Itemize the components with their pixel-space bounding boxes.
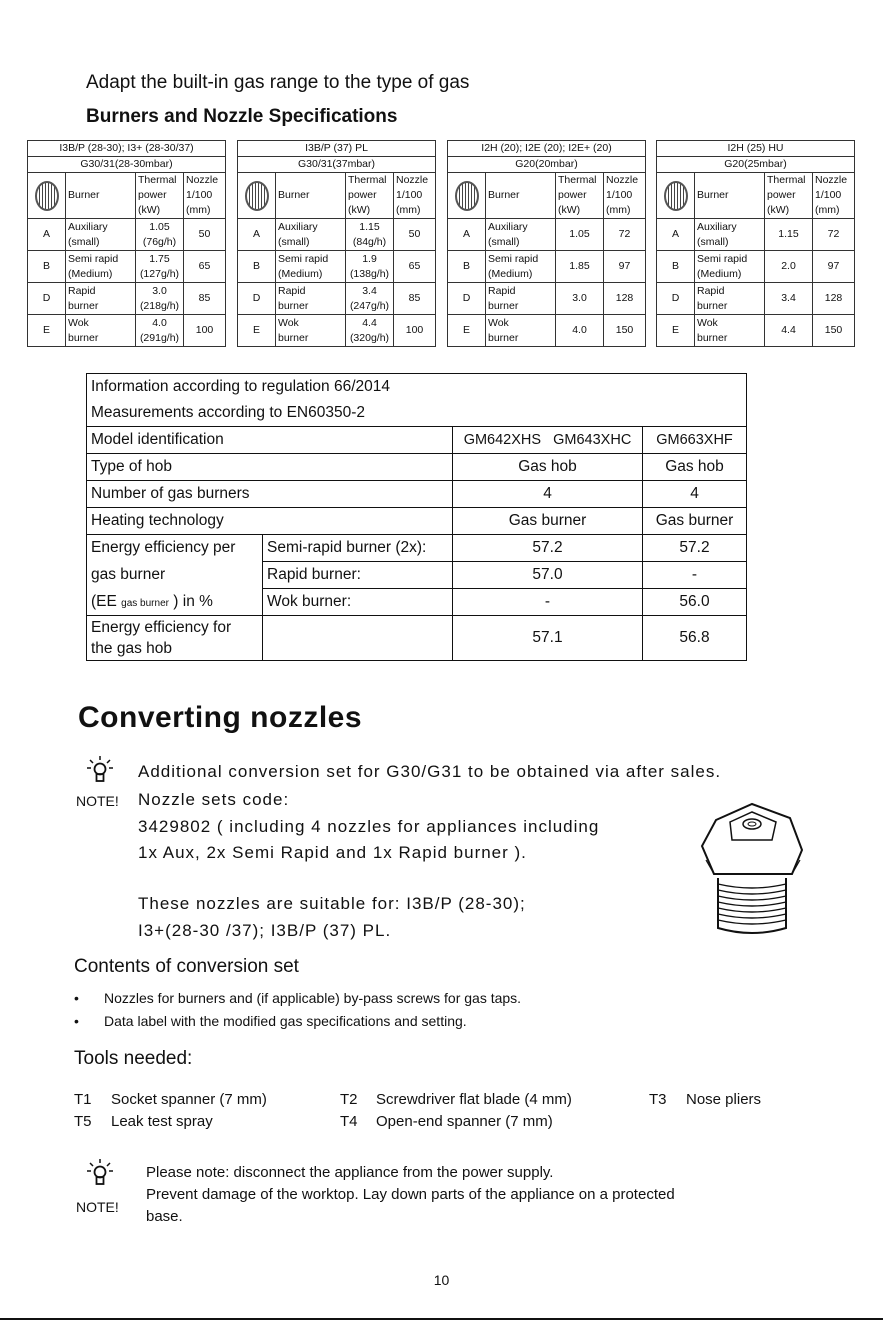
nozzle-header-line: (mm) <box>186 204 211 216</box>
nozzle-size: 100 <box>184 315 226 347</box>
note-2-text <box>146 1162 836 1228</box>
power-flow: (218g/h) <box>139 299 180 312</box>
nozzle-col-header <box>394 173 436 219</box>
burner-name-line: burner <box>488 299 519 312</box>
burner-id: E <box>238 315 276 347</box>
conversion-line-5: I3+(28-30 /37); I3B/P (37) PL. <box>138 921 392 940</box>
burner-power <box>136 219 184 251</box>
power-header-line: Thermal <box>348 174 387 186</box>
note-2-line-0: Please note: disconnect the appliance from the power supply. <box>146 1164 554 1181</box>
contents-item-0: • Nozzles for burners and (if applicable) by-pass screws for gas taps. <box>74 987 521 1010</box>
num-burners-label: Number of gas burners <box>87 481 453 508</box>
nozzle-header-line: (mm) <box>815 204 840 216</box>
power-flow: (84g/h) <box>352 235 387 248</box>
note-label-2: NOTE! <box>76 1199 119 1215</box>
burner-knob-icon <box>238 173 276 219</box>
nozzle-header-line: 1/100 <box>396 189 423 201</box>
burner-name-line: burner <box>68 299 99 312</box>
burner-name-line: (small) <box>68 235 100 248</box>
burner-name <box>66 283 136 315</box>
ee-label-3sub: gas burner <box>121 597 169 609</box>
conversion-line-2: 3429802 ( including 4 nozzles for appliances including <box>138 817 600 836</box>
burner-id: D <box>448 283 486 315</box>
conversion-line-1: Nozzle sets code: <box>138 790 290 809</box>
power-value: 1.75 <box>149 252 170 265</box>
tool-code-2: T3 <box>649 1091 667 1108</box>
contents-title: Contents of conversion set <box>74 956 299 977</box>
power-header-line: Thermal <box>138 174 177 186</box>
burner-name <box>66 251 136 283</box>
tool-code-4: T4 <box>340 1113 358 1130</box>
burner-power <box>765 251 813 283</box>
tools-title: Tools needed: <box>74 1048 193 1069</box>
ee-label-2: gas burner <box>87 562 263 589</box>
power-value: 1.05 <box>569 228 590 240</box>
nozzle-header-line: Nozzle <box>815 174 848 186</box>
burner-name-line: (Medium) <box>697 267 742 280</box>
nozzle-header-line: 1/100 <box>606 189 633 201</box>
burner-power <box>556 251 604 283</box>
section-subheading: Burners and Nozzle Specifications <box>86 106 398 127</box>
burner-name-line: Rapid <box>278 284 306 297</box>
nozzle-header-line: (mm) <box>606 204 631 216</box>
nozzle-size: 50 <box>184 219 226 251</box>
burner-name-line: burner <box>278 331 309 344</box>
gas-code: I2H (25) HU <box>657 141 855 157</box>
burner-name-line: Rapid <box>697 284 725 297</box>
burner-power <box>556 315 604 347</box>
power-header-line: power <box>348 189 377 201</box>
power-col-header <box>136 173 184 219</box>
burner-id: B <box>238 251 276 283</box>
note-2-line-1: Prevent damage of the worktop. Lay down parts of the appliance on a protected <box>146 1186 675 1203</box>
model-label: Model identification <box>87 427 453 454</box>
burner-name-line: Wok <box>488 316 509 329</box>
gas-code: I3B/P (37) PL <box>238 141 436 157</box>
burner-name-line: Auxiliary <box>488 220 528 233</box>
power-value: 1.15 <box>359 220 380 233</box>
burner-name <box>276 315 346 347</box>
burner-id: D <box>657 283 695 315</box>
burner-power <box>136 251 184 283</box>
type-b: Gas hob <box>643 454 747 481</box>
type-label: Type of hob <box>87 454 453 481</box>
nozzle-col-header <box>813 173 855 219</box>
burner-name <box>695 251 765 283</box>
conversion-line-4: These nozzles are suitable for: I3B/P (28-30); <box>138 894 526 913</box>
nozzle-size: 150 <box>604 315 646 347</box>
power-flow: (291g/h) <box>139 331 180 344</box>
power-header-line: Thermal <box>767 174 806 186</box>
power-col-header <box>556 173 604 219</box>
burner-id: A <box>238 219 276 251</box>
gas-type: G30/31(28-30mbar) <box>28 157 226 173</box>
burner-name <box>486 251 556 283</box>
power-value: 4.0 <box>572 324 587 336</box>
ee-label-3 <box>87 589 263 616</box>
burner-id: E <box>657 315 695 347</box>
burner-name-line: (Medium) <box>68 267 113 280</box>
power-header-line: power <box>138 189 167 201</box>
burner-id: E <box>28 315 66 347</box>
power-flow: (76g/h) <box>142 235 177 248</box>
burner-name-line: Rapid <box>68 284 96 297</box>
burner-name <box>276 251 346 283</box>
burner-col-header: Burner <box>486 173 556 219</box>
burner-id: B <box>28 251 66 283</box>
tool-code-3: T5 <box>74 1113 92 1130</box>
gas-type: G30/31(37mbar) <box>238 157 436 173</box>
nozzle-size: 150 <box>813 315 855 347</box>
burner-name-line: (small) <box>697 235 729 248</box>
burner-name-line: burner <box>697 331 728 344</box>
hob-label-2: the gas hob <box>91 640 173 657</box>
burner-name <box>695 219 765 251</box>
gas-type: G20(25mbar) <box>657 157 855 173</box>
burner-name-line: Semi rapid <box>68 252 119 265</box>
tool-name-4: Open-end spanner (7 mm) <box>376 1113 553 1130</box>
burner-col-header: Burner <box>276 173 346 219</box>
nozzle-header-line: Nozzle <box>396 174 429 186</box>
burner-power <box>136 283 184 315</box>
burner-name-line: burner <box>488 331 519 344</box>
regulation-line-1: Information according to regulation 66/2014 <box>87 374 747 401</box>
power-value: 1.9 <box>362 252 377 265</box>
nozzle-size: 128 <box>604 283 646 315</box>
burner-name <box>276 283 346 315</box>
conversion-line-3: 1x Aux, 2x Semi Rapid and 1x Rapid burner ). <box>138 843 527 862</box>
power-value: 1.85 <box>569 260 590 272</box>
burner-name-line: (small) <box>278 235 310 248</box>
nozzle-size: 100 <box>394 315 436 347</box>
nozzle-size: 85 <box>394 283 436 315</box>
burner-power <box>765 283 813 315</box>
burner-name <box>66 315 136 347</box>
ee-a-1: 57.0 <box>453 562 643 589</box>
power-value: 2.0 <box>781 260 796 272</box>
power-flow: (127g/h) <box>139 267 180 280</box>
burner-name-line: Semi rapid <box>697 252 748 265</box>
burner-power <box>346 283 394 315</box>
tool-name-2: Nose pliers <box>686 1091 762 1108</box>
model-a: GM642XHS GM643XHC <box>453 427 643 454</box>
burner-name-line: Rapid <box>488 284 516 297</box>
power-value: 4.4 <box>362 316 377 329</box>
hob-label <box>87 616 263 661</box>
burner-name-line: Wok <box>278 316 299 329</box>
nozzle-size: 128 <box>813 283 855 315</box>
burner-name-line: burner <box>697 299 728 312</box>
burner-table <box>27 140 226 347</box>
nozzle-header-line: Nozzle <box>606 174 639 186</box>
nozzle-illustration <box>696 800 808 940</box>
burner-power <box>556 219 604 251</box>
power-header-line: (kW) <box>558 204 581 216</box>
burner-power <box>556 283 604 315</box>
contents-item-1: • Data label with the modified gas specifications and setting. <box>74 1010 521 1033</box>
power-value: 1.15 <box>778 228 799 240</box>
ee-a-2: - <box>453 589 643 616</box>
burner-power <box>136 315 184 347</box>
gas-type: G20(20mbar) <box>448 157 646 173</box>
burner-power <box>765 315 813 347</box>
burner-id: E <box>448 315 486 347</box>
burner-knob-icon <box>448 173 486 219</box>
hob-empty <box>263 616 453 661</box>
burner-name <box>486 219 556 251</box>
burner-name-line: Semi rapid <box>278 252 329 265</box>
nozzle-size: 97 <box>813 251 855 283</box>
power-header-line: (kW) <box>767 204 790 216</box>
note-label-1: NOTE! <box>76 793 119 809</box>
power-header-line: power <box>558 189 587 201</box>
power-col-header <box>765 173 813 219</box>
burner-id: D <box>238 283 276 315</box>
nozzle-size: 72 <box>813 219 855 251</box>
nozzle-col-header <box>184 173 226 219</box>
converting-title: Converting nozzles <box>78 701 363 734</box>
lightbulb-icon <box>86 1158 114 1186</box>
tool-name-1: Screwdriver flat blade (4 mm) <box>376 1091 572 1108</box>
burner-power <box>346 219 394 251</box>
burner-name-line: Auxiliary <box>68 220 108 233</box>
ee-b-0: 57.2 <box>643 535 747 562</box>
conversion-line-0: Additional conversion set for G30/G31 to be obtained via after sales. <box>138 762 722 781</box>
hob-label-1: Energy efficiency for <box>91 619 232 636</box>
nozzle-header-line: (mm) <box>396 204 421 216</box>
tech-a: Gas burner <box>453 508 643 535</box>
ee-label-3a: (EE <box>91 592 117 610</box>
burner-name <box>486 315 556 347</box>
gas-code: I2H (20); I2E (20); I2E+ (20) <box>448 141 646 157</box>
page-number: 10 <box>433 1272 450 1288</box>
tech-label: Heating technology <box>87 508 453 535</box>
burner-name-line: (small) <box>488 235 520 248</box>
nozzle-size: 50 <box>394 219 436 251</box>
power-value: 3.0 <box>572 292 587 304</box>
nozzle-size: 65 <box>184 251 226 283</box>
nozzle-header-line: 1/100 <box>815 189 842 201</box>
nozzle-header-line: 1/100 <box>186 189 213 201</box>
power-value: 4.0 <box>152 316 167 329</box>
burner-id: A <box>28 219 66 251</box>
power-value: 3.4 <box>362 284 377 297</box>
ee-burner-1: Rapid burner: <box>263 562 453 589</box>
lightbulb-icon <box>86 755 114 783</box>
ee-burner-0: Semi-rapid burner (2x): <box>263 535 453 562</box>
burner-id: B <box>657 251 695 283</box>
burner-id: A <box>657 219 695 251</box>
ee-b-2: 56.0 <box>643 589 747 616</box>
burner-id: D <box>28 283 66 315</box>
hob-b: 56.8 <box>643 616 747 661</box>
tool-name-3: Leak test spray <box>111 1113 213 1130</box>
power-flow: (247g/h) <box>349 299 390 312</box>
tool-name-0: Socket spanner (7 mm) <box>111 1091 267 1108</box>
power-header-line: Thermal <box>558 174 597 186</box>
nozzle-size: 65 <box>394 251 436 283</box>
power-flow: (320g/h) <box>349 331 390 344</box>
note-2-line-2: base. <box>146 1208 183 1225</box>
burner-col-header: Burner <box>66 173 136 219</box>
page-heading: Adapt the built-in gas range to the type of gas <box>86 72 470 93</box>
nozzle-size: 85 <box>184 283 226 315</box>
burner-name-line: burner <box>68 331 99 344</box>
tool-code-0: T1 <box>74 1091 92 1108</box>
power-header-line: (kW) <box>348 204 371 216</box>
burner-name <box>276 219 346 251</box>
power-value: 1.05 <box>149 220 170 233</box>
power-header-line: power <box>767 189 796 201</box>
burner-id: B <box>448 251 486 283</box>
burner-name <box>66 219 136 251</box>
num-burners-a: 4 <box>453 481 643 508</box>
burner-name-line: Auxiliary <box>697 220 737 233</box>
burner-power <box>765 219 813 251</box>
power-col-header <box>346 173 394 219</box>
burner-name-line: (Medium) <box>488 267 533 280</box>
power-value: 3.4 <box>781 292 796 304</box>
type-a: Gas hob <box>453 454 643 481</box>
burner-table <box>447 140 646 347</box>
tool-code-1: T2 <box>340 1091 358 1108</box>
tech-b: Gas burner <box>643 508 747 535</box>
nozzle-size: 72 <box>604 219 646 251</box>
burner-name-line: (Medium) <box>278 267 323 280</box>
burner-name-line: Auxiliary <box>278 220 318 233</box>
burner-knob-icon <box>28 173 66 219</box>
burner-name-line: Semi rapid <box>488 252 539 265</box>
regulation-line-2: Measurements according to EN60350-2 <box>87 400 747 427</box>
hob-a: 57.1 <box>453 616 643 661</box>
burner-name <box>695 315 765 347</box>
burner-power <box>346 251 394 283</box>
nozzle-col-header <box>604 173 646 219</box>
nozzle-size: 97 <box>604 251 646 283</box>
burner-name-line: burner <box>278 299 309 312</box>
power-header-line: (kW) <box>138 204 161 216</box>
contents-list <box>74 987 521 1033</box>
burner-id: A <box>448 219 486 251</box>
regulation-table <box>86 373 747 661</box>
burner-table <box>237 140 436 347</box>
bottom-rule <box>0 1318 883 1320</box>
power-value: 4.4 <box>781 324 796 336</box>
burner-name <box>486 283 556 315</box>
ee-label-3b: ) in % <box>173 592 213 610</box>
ee-b-1: - <box>643 562 747 589</box>
num-burners-b: 4 <box>643 481 747 508</box>
burner-knob-icon <box>657 173 695 219</box>
burner-power <box>346 315 394 347</box>
burner-name-line: Wok <box>697 316 718 329</box>
gas-code: I3B/P (28-30); I3+ (28-30/37) <box>28 141 226 157</box>
burner-table <box>656 140 855 347</box>
nozzle-header-line: Nozzle <box>186 174 219 186</box>
ee-a-0: 57.2 <box>453 535 643 562</box>
power-value: 3.0 <box>152 284 167 297</box>
burner-name <box>695 283 765 315</box>
power-flow: (138g/h) <box>349 267 390 280</box>
burner-col-header: Burner <box>695 173 765 219</box>
ee-burner-2: Wok burner: <box>263 589 453 616</box>
model-b: GM663XHF <box>643 427 747 454</box>
ee-label-1: Energy efficiency per <box>87 535 263 562</box>
burner-name-line: Wok <box>68 316 89 329</box>
